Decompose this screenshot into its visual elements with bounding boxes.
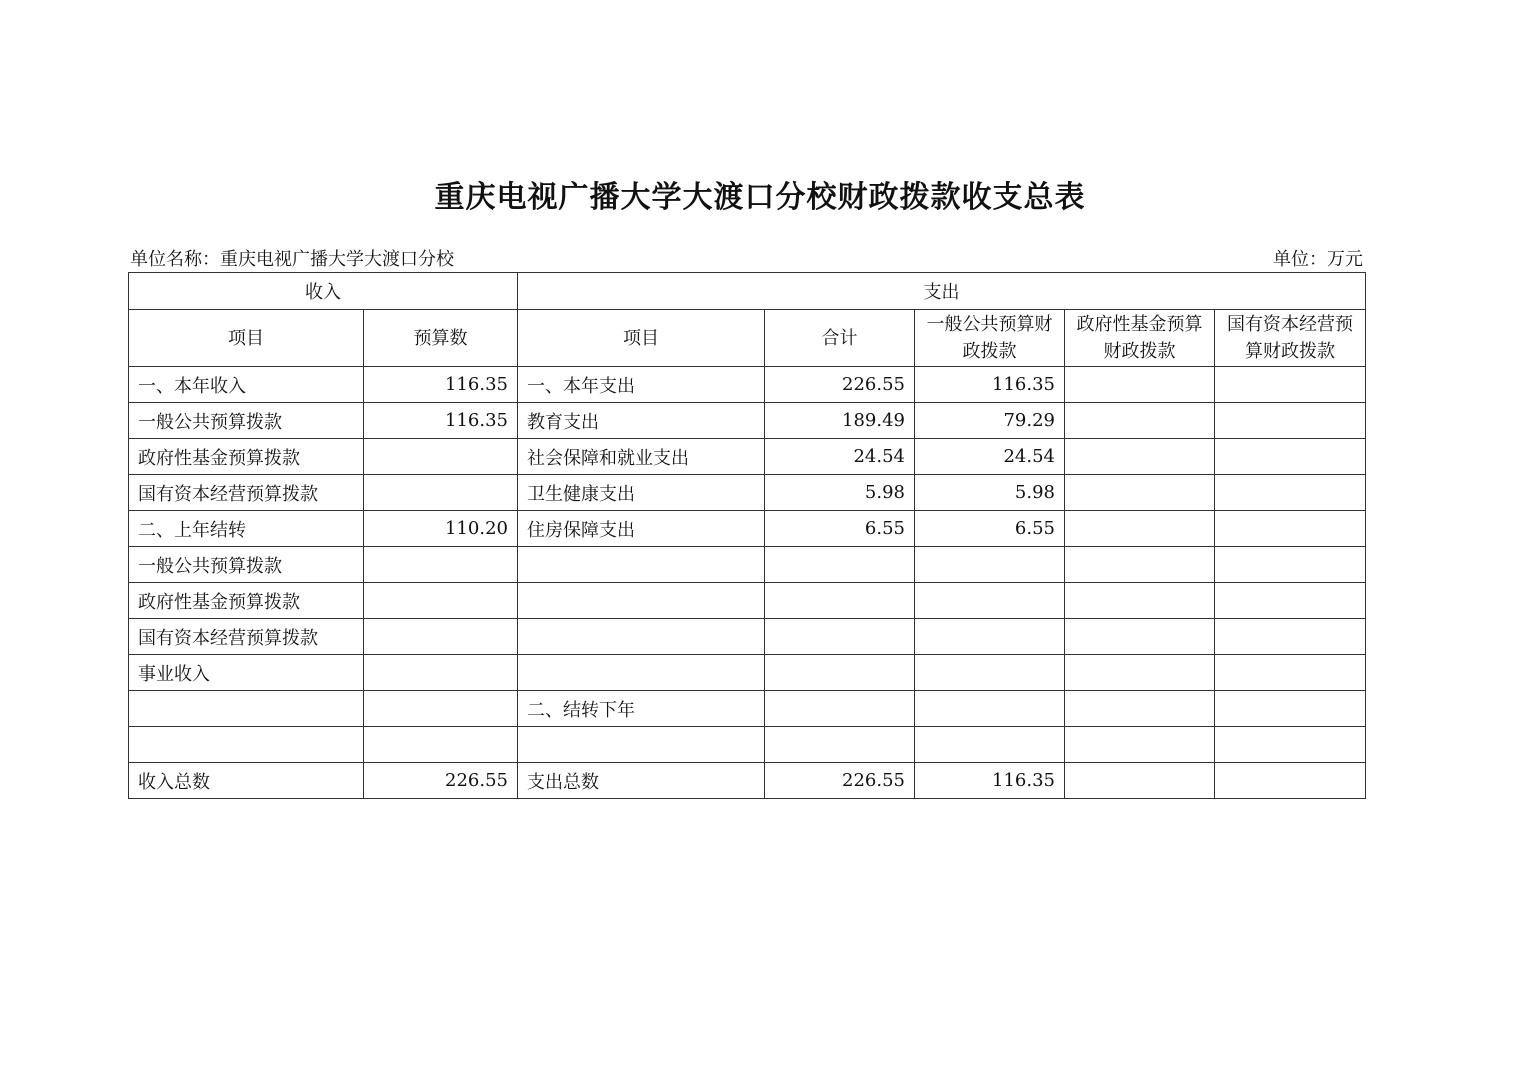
- income-item-cell: 二、上年结转: [129, 511, 364, 547]
- table-row: [129, 511, 1366, 547]
- header-row-columns: [129, 310, 1366, 367]
- income-item-cell: 政府性基金预算拨款: [129, 439, 364, 475]
- table-row: [129, 727, 1366, 763]
- general-public-cell: 116.35: [915, 763, 1065, 799]
- col-expense-item: 项目: [518, 310, 765, 367]
- expense-item-cell: 二、结转下年: [518, 691, 765, 727]
- income-item-cell: 收入总数: [129, 763, 364, 799]
- expense-total-cell: 226.55: [765, 367, 915, 403]
- col-expense-total: 合计: [765, 310, 915, 367]
- gov-fund-cell: [1065, 619, 1215, 655]
- table-row: [129, 619, 1366, 655]
- expense-group-header: 支出: [518, 273, 1366, 310]
- general-public-cell: [915, 655, 1065, 691]
- state-capital-cell: [1215, 655, 1366, 691]
- state-capital-cell: [1215, 619, 1366, 655]
- state-capital-cell: [1215, 403, 1366, 439]
- table-row: [129, 367, 1366, 403]
- header-row-groups: [129, 273, 1366, 310]
- expense-total-cell: [765, 727, 915, 763]
- expense-item-cell: 支出总数: [518, 763, 765, 799]
- expense-total-cell: 189.49: [765, 403, 915, 439]
- state-capital-cell: [1215, 367, 1366, 403]
- state-capital-cell: [1215, 439, 1366, 475]
- col-state-capital: 国有资本经营预算财政拨款: [1215, 310, 1366, 367]
- gov-fund-cell: [1065, 475, 1215, 511]
- general-public-cell: 79.29: [915, 403, 1065, 439]
- col-income-item: 项目: [129, 310, 364, 367]
- table-row: [129, 763, 1366, 799]
- expense-item-cell: [518, 619, 765, 655]
- expense-item-cell: [518, 727, 765, 763]
- table-row: [129, 547, 1366, 583]
- table-row: [129, 583, 1366, 619]
- expense-total-cell: [765, 655, 915, 691]
- general-public-cell: [915, 727, 1065, 763]
- expense-total-cell: [765, 691, 915, 727]
- state-capital-cell: [1215, 547, 1366, 583]
- income-budget-cell: [364, 439, 518, 475]
- gov-fund-cell: [1065, 403, 1215, 439]
- col-gov-fund: 政府性基金预算财政拨款: [1065, 310, 1215, 367]
- expense-item-cell: 社会保障和就业支出: [518, 439, 765, 475]
- expense-item-cell: [518, 547, 765, 583]
- expense-item-cell: [518, 583, 765, 619]
- table-row: [129, 691, 1366, 727]
- income-item-cell: 一般公共预算拨款: [129, 403, 364, 439]
- expense-item-cell: 一、本年支出: [518, 367, 765, 403]
- gov-fund-cell: [1065, 439, 1215, 475]
- col-general-public: 一般公共预算财政拨款: [915, 310, 1065, 367]
- expense-item-cell: 卫生健康支出: [518, 475, 765, 511]
- table-row: [129, 655, 1366, 691]
- income-item-cell: 国有资本经营预算拨款: [129, 475, 364, 511]
- state-capital-cell: [1215, 511, 1366, 547]
- income-budget-cell: 116.35: [364, 367, 518, 403]
- budget-table: [128, 272, 1366, 799]
- income-item-cell: 事业收入: [129, 655, 364, 691]
- income-budget-cell: [364, 655, 518, 691]
- income-budget-cell: [364, 547, 518, 583]
- income-item-cell: 一、本年收入: [129, 367, 364, 403]
- gov-fund-cell: [1065, 763, 1215, 799]
- income-budget-cell: [364, 583, 518, 619]
- income-item-cell: [129, 691, 364, 727]
- gov-fund-cell: [1065, 511, 1215, 547]
- expense-item-cell: 住房保障支出: [518, 511, 765, 547]
- income-budget-cell: 110.20: [364, 511, 518, 547]
- expense-total-cell: 5.98: [765, 475, 915, 511]
- income-budget-cell: [364, 691, 518, 727]
- income-item-cell: 政府性基金预算拨款: [129, 583, 364, 619]
- unit-name-label: 单位名称：重庆电视广播大学大渡口分校: [130, 249, 454, 270]
- unit-line: [130, 245, 1363, 271]
- income-budget-cell: [364, 475, 518, 511]
- table-row: [129, 439, 1366, 475]
- expense-total-cell: 6.55: [765, 511, 915, 547]
- income-group-header: 收入: [129, 273, 518, 310]
- expense-total-cell: 24.54: [765, 439, 915, 475]
- general-public-cell: 6.55: [915, 511, 1065, 547]
- general-public-cell: [915, 583, 1065, 619]
- income-item-cell: 国有资本经营预算拨款: [129, 619, 364, 655]
- state-capital-cell: [1215, 727, 1366, 763]
- expense-total-cell: 226.55: [765, 763, 915, 799]
- table-row: [129, 403, 1366, 439]
- col-income-budget: 预算数: [364, 310, 518, 367]
- income-item-cell: [129, 727, 364, 763]
- unit-label: 单位：万元: [1273, 249, 1363, 270]
- state-capital-cell: [1215, 583, 1366, 619]
- state-capital-cell: [1215, 763, 1366, 799]
- income-budget-cell: 116.35: [364, 403, 518, 439]
- income-budget-cell: 226.55: [364, 763, 518, 799]
- general-public-cell: 116.35: [915, 367, 1065, 403]
- expense-total-cell: [765, 547, 915, 583]
- general-public-cell: [915, 547, 1065, 583]
- general-public-cell: 24.54: [915, 439, 1065, 475]
- gov-fund-cell: [1065, 691, 1215, 727]
- expense-item-cell: 教育支出: [518, 403, 765, 439]
- page-title: 重庆电视广播大学大渡口分校财政拨款收支总表: [434, 180, 1086, 215]
- table-row: [129, 475, 1366, 511]
- income-budget-cell: [364, 727, 518, 763]
- state-capital-cell: [1215, 691, 1366, 727]
- general-public-cell: [915, 619, 1065, 655]
- expense-item-cell: [518, 655, 765, 691]
- gov-fund-cell: [1065, 727, 1215, 763]
- state-capital-cell: [1215, 475, 1366, 511]
- general-public-cell: [915, 691, 1065, 727]
- gov-fund-cell: [1065, 367, 1215, 403]
- expense-total-cell: [765, 619, 915, 655]
- general-public-cell: 5.98: [915, 475, 1065, 511]
- income-item-cell: 一般公共预算拨款: [129, 547, 364, 583]
- expense-total-cell: [765, 583, 915, 619]
- gov-fund-cell: [1065, 547, 1215, 583]
- income-budget-cell: [364, 619, 518, 655]
- gov-fund-cell: [1065, 583, 1215, 619]
- gov-fund-cell: [1065, 655, 1215, 691]
